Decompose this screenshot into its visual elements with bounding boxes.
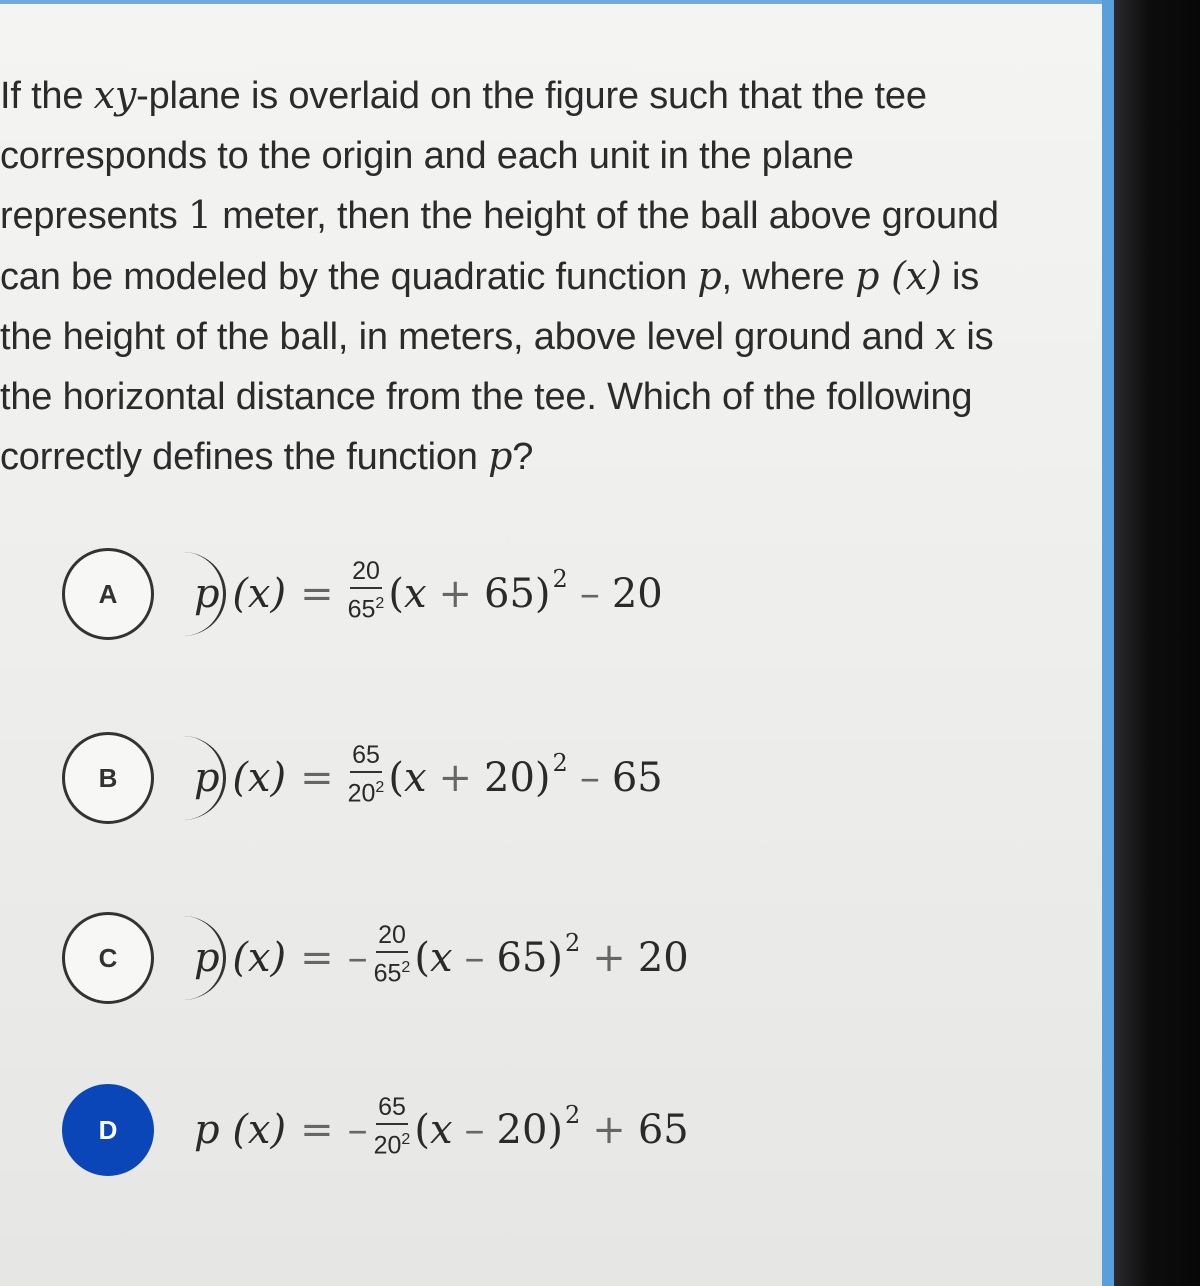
tail-operator: –: [579, 571, 600, 617]
choice-b-formula[interactable]: [194, 732, 663, 824]
choice-a-letter[interactable]: A: [62, 548, 154, 640]
equals-sign: =: [300, 755, 334, 801]
equals-sign: =: [300, 935, 334, 981]
choice-c-letter[interactable]: C: [62, 912, 154, 1004]
squared-term: ( x + 20 ) 2: [388, 749, 568, 801]
fraction-numerator: 65: [350, 741, 382, 773]
equals-sign: =: [300, 1107, 334, 1153]
device-bezel: [1114, 0, 1200, 1286]
question-line-7: correctly defines the function p?: [0, 434, 534, 478]
negative-sign: –: [347, 935, 368, 981]
squared-term: ( x – 65 ) 2: [414, 929, 581, 981]
fraction-numerator: 20: [376, 921, 408, 953]
formula-lhs: p (x): [194, 755, 287, 801]
fraction-denominator: $20^2$: [373, 1130, 411, 1160]
fraction: [348, 557, 385, 623]
equals-sign: =: [300, 571, 334, 617]
fraction-denominator: $20^2$: [347, 778, 385, 808]
choice-c[interactable]: [62, 912, 962, 1012]
fraction: [348, 741, 385, 807]
question-line-3: represents 1 meter, then the height of the ball above ground: [0, 193, 999, 237]
question-line-4: can be modeled by the quadratic function p, where p (x) is: [0, 253, 980, 298]
fraction: [374, 921, 411, 987]
fraction-denominator: $65^2$: [373, 958, 411, 988]
question-line-5: the height of the ball, in meters, above level ground and x is: [0, 314, 994, 358]
choice-c-formula[interactable]: [194, 912, 689, 1004]
choice-d[interactable]: [62, 1084, 962, 1184]
tail-operator: +: [592, 1107, 626, 1153]
choice-b-letter[interactable]: B: [62, 732, 154, 824]
choice-d-letter[interactable]: D: [62, 1084, 154, 1176]
tail-constant: 20: [611, 571, 663, 617]
formula-lhs: p (x): [194, 571, 287, 617]
choice-d-formula[interactable]: [194, 1084, 689, 1176]
formula-lhs: p (x): [194, 1107, 287, 1153]
fraction: [374, 1093, 411, 1159]
formula-lhs: p (x): [194, 935, 287, 981]
tail-operator: –: [579, 755, 600, 801]
tail-constant: 65: [611, 755, 663, 801]
question-text: [0, 66, 1095, 488]
negative-sign: –: [347, 1107, 368, 1153]
tail-constant: 65: [637, 1107, 689, 1153]
question-line-6: the horizontal distance from the tee. Which of the following: [0, 375, 973, 418]
squared-term: ( x + 65 ) 2: [388, 565, 568, 617]
question-line-1: If the xy-plane is overlaid on the figure such that the tee: [0, 73, 927, 117]
panel-top-border: [0, 0, 1110, 4]
fraction-numerator: 20: [350, 557, 382, 589]
panel-right-border: [1102, 0, 1114, 1286]
choice-a[interactable]: [62, 548, 962, 648]
squared-term: ( x – 20 ) 2: [414, 1101, 581, 1153]
fraction-denominator: $65^2$: [347, 594, 385, 624]
choice-b[interactable]: [62, 732, 962, 832]
question-line-2: corresponds to the origin and each unit in the plane: [0, 134, 854, 177]
choice-a-formula[interactable]: [194, 548, 663, 640]
tail-operator: +: [592, 935, 626, 981]
fraction-numerator: 65: [376, 1093, 408, 1125]
tail-constant: 20: [637, 935, 689, 981]
